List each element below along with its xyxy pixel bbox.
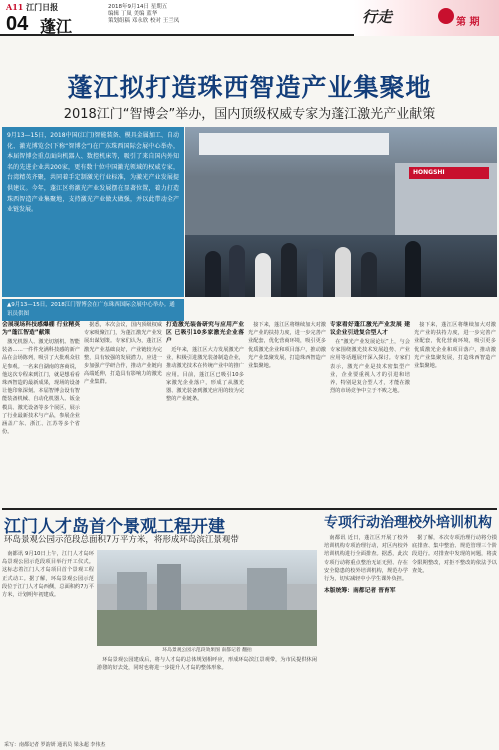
section-name: 蓬江 <box>40 17 73 36</box>
exhibitor-sign: HONGSHI <box>409 167 489 179</box>
column-text: 环岛景观公园建成后，将与人才岛的总体规划相呼应，形成环岛滨江景观带，为市民提供休闲游憩的好去处，同时也将进一步提升人才岛的整体形象。 <box>97 657 317 672</box>
article-column <box>166 321 244 507</box>
second-subheadline: 环岛景观公园示范段总面积7万平方米，将形成环岛滨江景观带 <box>4 535 239 545</box>
article-column <box>84 321 162 507</box>
column-heading: 会展现场科技感爆棚 行业精英为“蓬江智造”献策 <box>2 322 80 336</box>
column-text: 据悉，本次会议，国内顶级权威专家吸聚江门，为蓬江激光产业发展出谋划策。专家们认为，蓬江区激光产业基础良好，产业链较为完整，具有较强的发展潜力，应进一步加强产学研合作，推动产业链向高端延伸，打造具有影响力的激光产业集群。 <box>84 322 162 386</box>
column-heading: 打造激光装备研究与应用产业区 已吸引10多家激光企业落户 <box>166 322 244 344</box>
visitor-crowd <box>185 235 497 297</box>
main-headline: 蓬江拟打造珠西智造产业集聚地 <box>67 73 432 102</box>
credits-line: 采写：南都记者 罗韵妍 通讯员 梁永超 李伟杰 <box>4 742 106 748</box>
column-text: 在“激光产业发展论坛”上，与会专家围绕激光技术发展趋势、产业应用等话题展开深入探讨。专家们表示，激光产业是技术密集型产业，企业要重视人才的引进和培养，特别是复合型人才，才能在激烈的市场竞争中立于不败之地。 <box>330 339 410 395</box>
page-masthead <box>0 0 499 36</box>
section-divider <box>2 508 497 510</box>
lead-paragraph: 9月13—15日，2018中国(江门)智能装备、模具金属加工、自动化、激光博览会(下称“智博会”)在广东珠西国际会展中心举办，本届智博会重点面向机器人、数控机床等，吸引了来自国内外知名的先进企业共200家，更有数十位中国激光领域的权威专家，台湾精英齐聚，共同着手定制激光行业标准，为激光产业发展提供建议。今年，蓬江区将激光产业发展摆在显著位置，着力打造珠西智造产业集聚地，支持激光产业做大做强，并以此带动全产业链发展。 <box>2 127 184 297</box>
issue-info-line: 策划组稿 邓永欣 校对 王兰凤 <box>108 18 180 24</box>
second-headline: 江门人才岛首个景观工程开建 <box>4 517 225 537</box>
issue-info-line: 2018年9月14日 星期五 <box>108 4 168 10</box>
byline: 本版统筹：南都记者 晋育军 <box>324 588 396 595</box>
issue-info <box>108 4 179 25</box>
column-text: 南都讯 9月10日上午，江门人才岛环岛景观公园示范段项目举行开工仪式。这标志着江门人才岛项目首个景观工程正式动工。据了解，环岛景观公园示范段位于江门人才岛西侧，总面积约7万平方米，计划明年初建成。 <box>2 551 94 599</box>
column-heading: 专家看好蓬江激光产业发展 建议企业引进复合型人才 <box>330 322 410 336</box>
newspaper-brand: A11 江门日报 <box>6 2 59 12</box>
photo-caption: 环岛景观公园示范段效果图 南都记者 翻拍 <box>162 648 252 653</box>
column-banner <box>354 0 499 36</box>
main-subheadline: 2018江门“智博会”举办，国内顶级权威专家为蓬江激光产业献策 <box>63 107 436 122</box>
issue-info-line: 编辑 丁岚 美编 蓝华 <box>108 11 158 17</box>
expo-banner <box>199 133 389 155</box>
article-column <box>412 534 497 738</box>
article-column <box>2 321 80 507</box>
article-column <box>248 321 326 507</box>
column-text: 近年来，蓬江区大力发展激光产业，积极引进激光装备制造企业，推动激光技术在传统产业中的推广应用。目前，蓬江区已吸引10多家激光企业落户，形成了从激光器、激光装备到激光应用的较为完整的产业链条。 <box>166 347 244 403</box>
article-column <box>414 321 496 507</box>
red-dot-icon <box>438 8 454 24</box>
expo-photo <box>185 127 497 297</box>
page-number: 04 <box>6 13 29 35</box>
article-column <box>330 321 410 507</box>
column-text: 南都讯 近日，蓬江区开展了校外培训机构专项治理行动，对区内校外培训机构进行全面排查。据悉，此次专项行动将重点整治无证无照、存在安全隐患的校外培训机构，规范办学行为，切实减轻中小学生课外负担。 <box>324 535 408 583</box>
photo-caption: ▲9月13—15日，2018江门智博会在广东珠西国际会展中心举办。通讯员供图 <box>2 299 184 321</box>
article-column <box>324 534 408 738</box>
article-column <box>97 656 317 738</box>
column-text: 激光机器人、激光切割机、智能装备……一件件充满科技感的新产品在会场陈列，吸引了大批观众驻足参观。一名来自湖南的客商说，他这次专程来到江门，就是想看看珠西智造的最新成果，现场的设备让他印象深刻。本届智博会设有智能装备机械、自动化机器人、钣金模具、激光设备等多个展区，展示了行业最新技术与产品，参展企业涵盖广东、浙江、江苏等多个省份。 <box>2 339 80 436</box>
column-tag: 行走 <box>362 8 393 26</box>
park-rendering-photo <box>97 550 317 646</box>
column-text: 接下来，蓬江区将继续加大对激光产业的扶持力度，进一步完善产业配套，优化营商环境，吸引更多优质激光企业和项目落户，推动激光产业集聚发展，打造珠西智造产业集聚地。 <box>248 322 326 370</box>
column-text: 据了解，本次专项治理行动将分摸底排查、集中整治、规范管理三个阶段进行。对排查中发现的问题，将责令限期整改，对拒不整改的依法予以查处。 <box>412 535 497 574</box>
column-text: 接下来，蓬江区将继续加大对激光产业的扶持力度，进一步完善产业配套，优化营商环境，吸引更多优质激光企业和项目落户，推动激光产业集聚发展，打造珠西智造产业集聚地。 <box>414 322 496 370</box>
article-column <box>2 550 94 738</box>
edition-label: 第 期 <box>456 17 480 28</box>
third-headline: 专项行动治理校外培训机构 <box>324 515 492 531</box>
